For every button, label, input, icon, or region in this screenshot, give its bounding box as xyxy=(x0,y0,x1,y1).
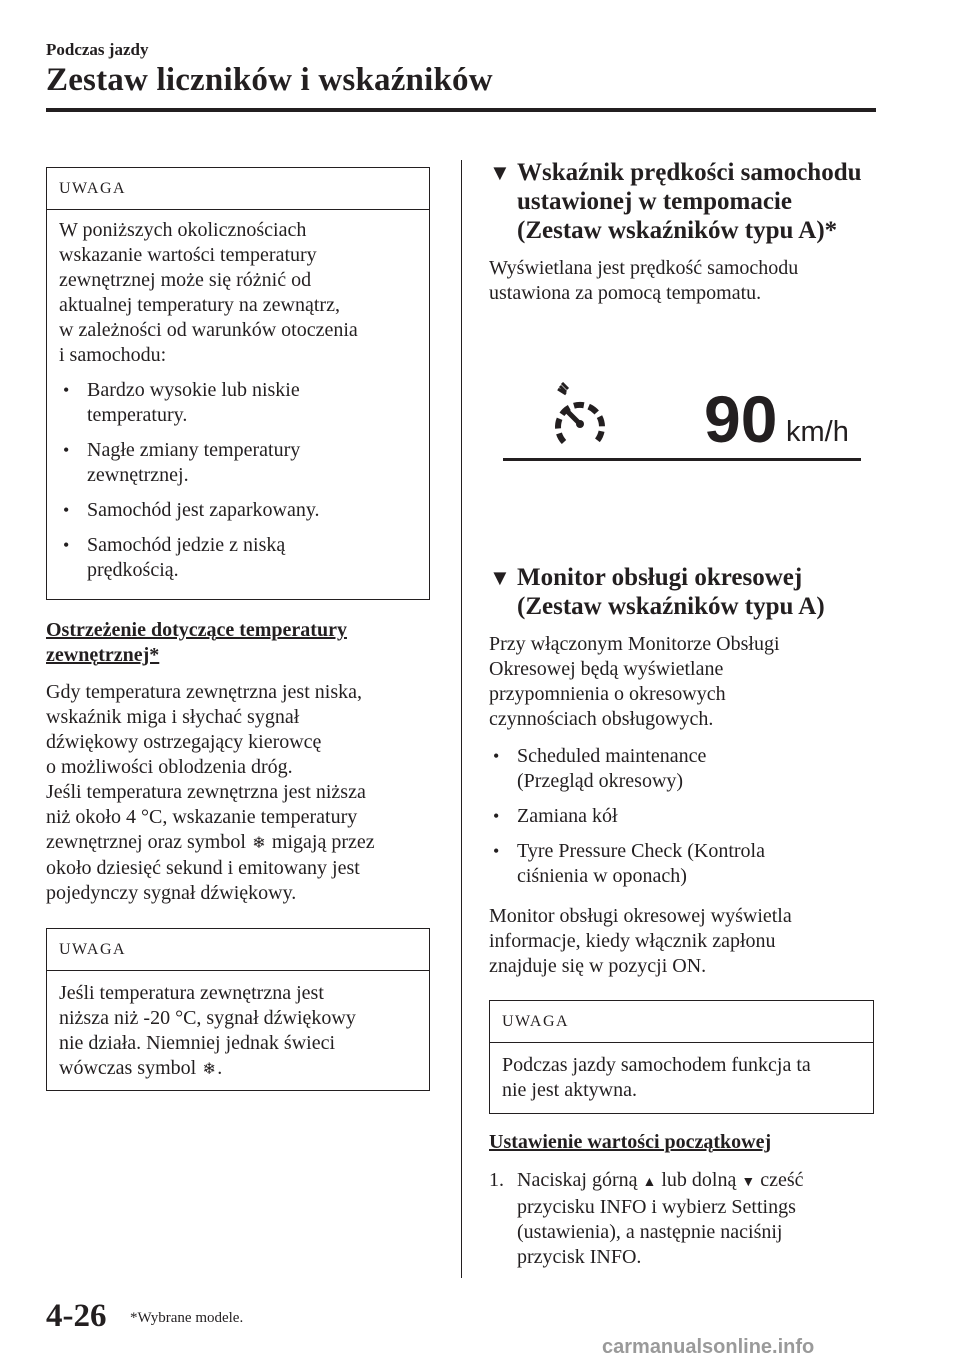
snowflake-icon: ❄ xyxy=(252,835,266,852)
note-box-3 xyxy=(489,1000,874,1114)
triangle-down-icon: ▼ xyxy=(489,565,511,590)
step-1: 1. Naciskaj górną ▲ lub dolną ▼ cześć przycisku INFO i wybierz Settings (ustawienia), a następnie naciśnij przycisk INFO. xyxy=(489,1169,804,1268)
bullet-icon: • xyxy=(63,500,70,520)
list-item: • Samochód jest zaparkowany. xyxy=(63,499,320,521)
cruise-speedometer-icon xyxy=(552,382,608,453)
note-body: Jeśli temperatura zewnętrzna jest niższa niż -20 °C, sygnał dźwiękowy nie działa. Niemniej jednak świeci wówczas symbol ❄. xyxy=(47,971,429,1092)
note-box-2 xyxy=(46,928,430,1091)
list-item: • Tyre Pressure Check (Kontrola ciśnienia w oponach) xyxy=(493,840,765,887)
monitor-text: Przy włączonym Monitorze Obsługi Okresowej będą wyświetlane przypomnienia o okresowych czynnościach obsługowych. xyxy=(489,633,780,730)
bullet-icon: • xyxy=(63,535,70,555)
up-triangle-icon: ▲ xyxy=(642,1175,657,1190)
watermark: carmanualsonline.info xyxy=(602,1336,815,1358)
note-body xyxy=(47,210,429,593)
list-item: • Bardzo wysokie lub niskie temperatury. xyxy=(63,379,300,426)
note-text: W poniższych okolicznościach wskazanie wartości temperatury zewnętrznej może się różnić od aktualnej temperatury na zewnątrz, w zależności od warunków otoczenia i samochodu: xyxy=(59,219,358,366)
down-triangle-icon: ▼ xyxy=(741,1175,756,1190)
cruise-heading: ▼ Wskaźnik prędkości samochodu ustawionej w tempomacie (Zestaw wskaźników typu A)* xyxy=(489,159,862,244)
list-item: • Samochód jedzie z niską prędkością. xyxy=(63,534,286,581)
title-rule xyxy=(46,108,876,112)
section-label: Podczas jazdy xyxy=(46,40,149,59)
note-label: UWAGA xyxy=(47,168,429,210)
warning-heading: Ostrzeżenie dotyczące temperatury zewnętrznej* xyxy=(46,619,347,666)
note-box-1 xyxy=(46,167,430,600)
display-baseline xyxy=(503,458,861,461)
list-item: • Scheduled maintenance (Przegląd okresowy) xyxy=(493,745,707,792)
initial-value-heading: Ustawienie wartości początkowej xyxy=(489,1131,772,1153)
note-body: Podczas jazdy samochodem funkcja ta nie jest aktywna. xyxy=(502,1054,811,1101)
bullet-icon: • xyxy=(63,440,70,460)
bullet-icon: • xyxy=(63,380,70,400)
monitor-heading: ▼ Monitor obsługi okresowej (Zestaw wskaźników typu A) xyxy=(489,564,825,620)
monitor-list xyxy=(489,744,879,889)
note-label: UWAGA xyxy=(47,929,429,971)
snowflake-icon: ❄ xyxy=(202,1061,216,1078)
triangle-down-icon: ▼ xyxy=(489,160,511,185)
monitor-after-text: Monitor obsługi okresowej wyświetla informacje, kiedy włącznik zapłonu znajduje się w pozycji ON. xyxy=(489,905,792,977)
speed-unit: km/h xyxy=(786,416,849,448)
footnote: *Wybrane modele. xyxy=(130,1310,244,1326)
page-number: 4-26 xyxy=(46,1298,107,1334)
page-title: Zestaw liczników i wskaźników xyxy=(46,62,493,98)
column-divider xyxy=(461,160,462,1278)
list-item: • Nagłe zmiany temperatury zewnętrznej. xyxy=(63,439,301,486)
set-speed-value: 90 xyxy=(704,382,778,456)
warning-text: Gdy temperatura zewnętrzna jest niska, wskaźnik miga i słychać sygnał dźwiękowy ostrzegający kierowcę o możliwości oblodzenia dróg. Jeśli temperatura zewnętrzna jest niższa niż około 4 °C, wskazanie temperatury zewnętrznej oraz symbol ❄ migają przez około dziesięć sekund i emitowany jest pojedynczy sygnał dźwiękowy. xyxy=(46,681,375,904)
bullet-icon: • xyxy=(493,746,500,766)
bullet-icon: • xyxy=(493,806,500,826)
list-item: • Zamiana kół xyxy=(493,805,618,827)
note-label: UWAGA xyxy=(490,1001,873,1043)
bullet-icon: • xyxy=(493,841,500,861)
cruise-text: Wyświetlana jest prędkość samochodu ustawiona za pomocą tempomatu. xyxy=(489,257,799,304)
